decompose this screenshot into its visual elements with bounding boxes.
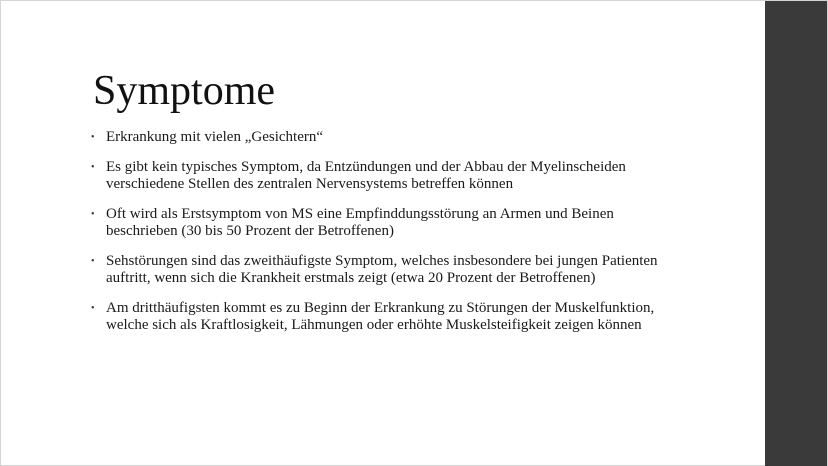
bullet-text: Sehstörungen sind das zweithäufigste Symptom, welches insbesondere bei jungen Patienten auftritt, wenn sich die Krankheit erstmals zeigt (etwa 20 Prozent der Betroffenen) (106, 252, 658, 286)
bullet-text: Oft wird als Erstsymptom von MS eine Empfinddungsstörung an Armen und Beinen beschrieben (30 bis 50 Prozent der Betroffenen) (106, 205, 614, 239)
bullet-item (91, 300, 681, 335)
bullet-text: Erkrankung mit vielen „Gesichtern“ (106, 129, 324, 145)
bullet-item (91, 159, 681, 194)
bullet-item (91, 253, 681, 288)
accent-sidebar (765, 1, 827, 466)
bullet-text: Am dritthäufigsten kommt es zu Beginn der Erkrankung zu Störungen der Muskelfunktion, welche sich als Kraftlosigkeit, Lähmungen oder erhöhte Muskelsteifigkeit zeigen können (106, 299, 655, 333)
bullet-marker: • (91, 132, 95, 143)
bullet-marker: • (91, 161, 95, 173)
bullet-item (91, 129, 681, 147)
bullet-list (91, 129, 681, 347)
bullet-marker: • (91, 208, 95, 220)
bullet-marker: • (91, 255, 95, 267)
bullet-text: Es gibt kein typisches Symptom, da Entzündungen und der Abbau der Myelinscheiden verschiedene Stellen des zentralen Nervensystems betreffen können (106, 158, 626, 192)
bullet-marker: • (91, 302, 95, 314)
bullet-item (91, 206, 681, 241)
slide-title: Symptome (93, 68, 276, 114)
